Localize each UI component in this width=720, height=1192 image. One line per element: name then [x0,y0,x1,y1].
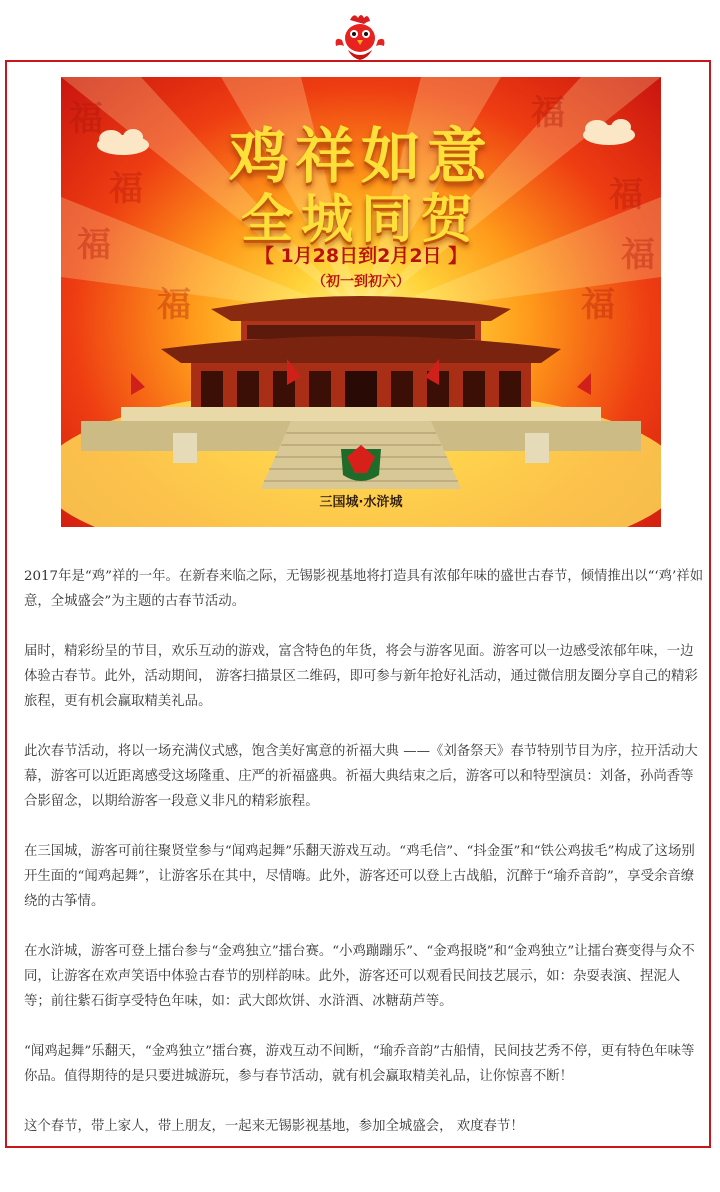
background-glyph: 福 [157,285,191,325]
background-glyph: 福 [609,175,643,215]
article-body [24,564,704,1164]
banner-title-line1: 鸡祥如意 [229,122,493,192]
banner-logo-text: 三国城·水浒城 [319,495,403,510]
article-paragraph: 这个春节，带上家人，带上朋友，一起来无锡影视基地，参加全城盛会， 欢度春节！ [24,1119,524,1134]
article-paragraph: 在三国城，游客可前往聚贤堂参与“闻鸡起舞”乐翻天游戏互动。“鸡毛信”、“抖金蛋”和“铁公鸡拔毛”构成了这场别开生面的“闻鸡起舞”，让游客乐在其中，尽情嗨。此外，游客还可以登上古战船，沉醉于“瑜乔音韵”，享受余音缭绕的古筝情。 [24,844,695,909]
banner-days: （初一到初六） [312,274,410,290]
background-glyph: 福 [531,93,565,133]
banner-dates: 【 1月28日到2月2日 】 [254,245,468,267]
background-glyph: 福 [581,285,615,325]
background-glyph: 福 [621,235,655,275]
article-paragraph: 届时，精彩纷呈的节目，欢乐互动的游戏，富含特色的年货，将会与游客见面。游客可以一边感受浓郁年味，一边体验古春节。此外，活动期间， 游客扫描景区二维码，即可参与新年抢好礼活动，通过微信朋友圈分享自己的精彩旅程，更有机会赢取精美礼品。 [24,644,698,709]
background-glyph: 福 [69,99,103,139]
background-glyph: 福 [109,169,143,209]
banner-title-line2: 全城同贺 [240,190,481,250]
background-glyph: 福 [77,225,111,265]
content-frame [5,60,711,1148]
article-paragraph: 此次春节活动，将以一场充满仪式感，饱含美好寓意的祈福大典 ——《刘备祭天》春节特别节目为序，拉开活动大幕，游客可以近距离感受这场隆重、庄严的祈福盛典。祈福大典结束之后，游客可以和特型演员：刘备，孙尚香等合影留念，以期给游客一段意义非凡的精彩旅程。 [24,744,698,809]
article-paragraph: 2017年是“鸡”祥的一年。在新春来临之际，无锡影视基地将打造具有浓郁年味的盛世古春节，倾情推出以“‘鸡’祥如意，全城盛会”为主题的古春节活动。 [24,569,704,609]
rooster-emblem-icon [341,445,381,481]
article-paragraph: 在水浒城，游客可登上擂台参与“金鸡独立”擂台赛。“小鸡蹦蹦乐”、“金鸡报晓”和“金鸡独立”让擂台赛变得与众不同，让游客在欢声笑语中体验古春节的别样韵味。此外，游客还可以观看民间技艺展示，如：杂耍表演、捏泥人等；前往紫石街享受特色年味，如：武大郎炊饼、水浒酒、冰糖葫芦等。 [24,944,695,1009]
article-paragraph: “闻鸡起舞”乐翻天，“金鸡独立”擂台赛，游戏互动不间断，“瑜乔音韵”古船情，民间技艺秀不停，更有特色年味等你品。值得期待的是只要进城游玩，参与春节活动，就有机会赢取精美礼品，让你惊喜不断！ [24,1044,695,1084]
rooster-icon [330,12,390,62]
spring-festival-banner [61,77,661,527]
